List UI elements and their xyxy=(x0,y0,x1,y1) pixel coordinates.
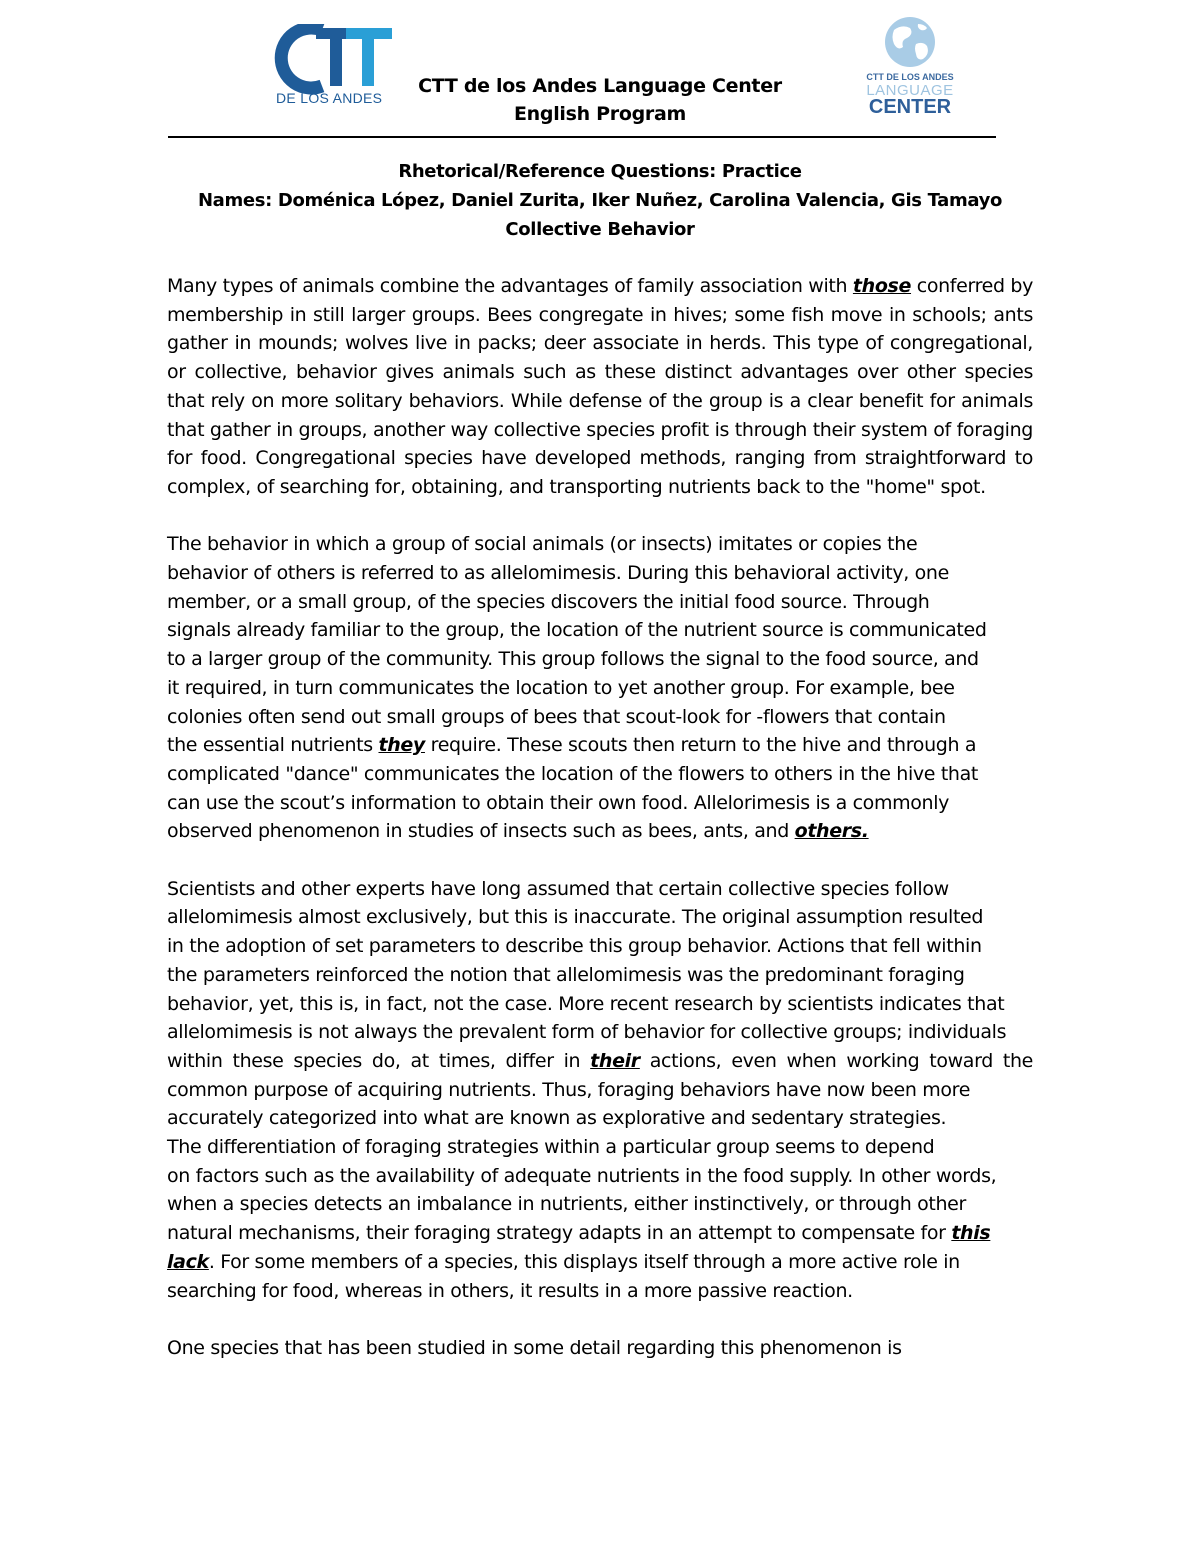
reference-word-lack: lack xyxy=(167,1250,209,1273)
p4-line: on factors such as the availability of adequate nutrients in the food supply. In other words, xyxy=(167,1164,997,1187)
reference-word-this: this xyxy=(951,1222,991,1245)
student-names: Names: Doménica López, Daniel Zurita, Iker Nuñez, Carolina Valencia, Gis Tamayo xyxy=(197,190,1003,211)
p3-text: actions, even when working toward the xyxy=(639,1049,1033,1072)
header-divider xyxy=(168,136,996,138)
p2-line: member, or a small group, of the species discovers the initial food source. Through xyxy=(167,590,930,613)
p3-line: in the adoption of set parameters to describe this group behavior. Actions that fell within xyxy=(167,935,982,958)
p2-line: The behavior in which a group of social animals (or insects) imitates or copies the xyxy=(167,533,918,556)
p2-line: to a larger group of the community. This group follows the signal to the food source, and xyxy=(167,648,979,671)
reading-topic: Collective Behavior xyxy=(505,219,695,240)
paragraph-4 xyxy=(167,1133,1033,1305)
title-block xyxy=(160,157,1040,244)
document-header xyxy=(400,72,800,128)
p1-text-b: conferred by membership in still larger groups. Bees congregate in hives; some fish move in schools; ants gather in mounds; wolves live in packs; deer associate in herds. This type of congregational, or collective, behavior gives animals such as these distinct advantages over other species that rely on more solitary behaviors. While defense of the group is a clear benefit for animals that gather in groups, another way collective species profit is through their system of foraging for food. Congregational species have developed methods, ranging from straightforward to complex, of searching for, obtaining, and transporting nutrients back to the "home" spot. xyxy=(167,275,1033,498)
p2-line: require. These scouts then return to the hive and through a xyxy=(424,734,977,757)
p5-line: One species that has been studied in some detail regarding this phenomenon is xyxy=(167,1336,902,1359)
p2-line: colonies often send out small groups of bees that scout-look for -flowers that contain xyxy=(167,705,946,728)
p2-line: behavior of others is referred to as allelomimesis. During this behavioral activity, one xyxy=(167,562,949,585)
p4-line: when a species detects an imbalance in nutrients, either instinctively, or through other xyxy=(167,1193,966,1216)
globe-icon xyxy=(860,14,960,72)
reference-word-they: they xyxy=(378,734,425,757)
header-program-name: English Program xyxy=(513,103,687,125)
paragraph-3-justified xyxy=(167,1047,1033,1104)
p3-line: allelomimesis almost exclusively, but this is inaccurate. The original assumption resulted xyxy=(167,906,984,929)
logo-right-line2: LANGUAGE xyxy=(866,82,954,99)
paragraph-5 xyxy=(167,1334,1033,1363)
p4-line: The differentiation of foraging strategies within a particular group seems to depend xyxy=(167,1136,935,1159)
header-center-name: CTT de los Andes Language Center xyxy=(418,75,782,97)
p3-line: accurately categorized into what are known as explorative and sedentary strategies. xyxy=(167,1107,947,1130)
p4-line: . For some members of a species, this displays itself through a more active role in xyxy=(208,1250,960,1273)
p3-text: common purpose of acquiring nutrients. Thus, foraging behaviors have now been more xyxy=(167,1078,971,1101)
logo-right-line3: CENTER xyxy=(868,96,952,118)
reading-passage xyxy=(167,272,1033,1391)
paragraph-1 xyxy=(167,272,1033,502)
p2-line: the essential nutrients xyxy=(167,734,379,757)
p4-line: searching for food, whereas in others, it results in a more passive reaction. xyxy=(167,1279,853,1302)
p2-line: signals already familiar to the group, the location of the nutrient source is communicated xyxy=(167,619,987,642)
p3-line: Scientists and other experts have long assumed that certain collective species follow xyxy=(167,877,949,900)
p1-text-a: Many types of animals combine the advantages of family association with xyxy=(167,275,853,297)
ctt-de-los-andes-logo xyxy=(270,24,400,112)
p3-text: within these species do, at times, differ in xyxy=(167,1049,591,1072)
logo-left-text: DE LOS ANDES xyxy=(276,90,383,106)
logo-right-line1: CTT DE LOS ANDES xyxy=(866,72,954,82)
reference-word-their: their xyxy=(590,1049,640,1072)
p2-line: it required, in turn communicates the location to yet another group. For example, bee xyxy=(167,676,955,699)
p3-line: allelomimesis is not always the prevalent form of behavior for collective groups; individuals xyxy=(167,1021,1007,1044)
language-center-logo xyxy=(860,14,960,118)
p3-line: the parameters reinforced the notion that allelomimesis was the predominant foraging xyxy=(167,963,965,986)
p2-line: complicated "dance" communicates the location of the flowers to others in the hive that xyxy=(167,762,979,785)
reference-word-those: those xyxy=(852,275,912,297)
paragraph-3-end xyxy=(167,1104,1033,1133)
p2-line: observed phenomenon in studies of insects such as bees, ants, and xyxy=(167,820,795,843)
reference-word-others: others. xyxy=(794,820,869,843)
paragraph-3 xyxy=(167,875,1033,1047)
worksheet-heading: Rhetorical/Reference Questions: Practice xyxy=(398,161,802,182)
p3-line: behavior, yet, this is, in fact, not the case. More recent research by scientists indicates that xyxy=(167,992,1005,1015)
p4-line: natural mechanisms, their foraging strategy adapts in an attempt to compensate for xyxy=(167,1222,952,1245)
paragraph-2 xyxy=(167,530,1033,846)
p2-line: can use the scout’s information to obtain their own food. Allelorimesis is a commonly xyxy=(167,791,950,814)
